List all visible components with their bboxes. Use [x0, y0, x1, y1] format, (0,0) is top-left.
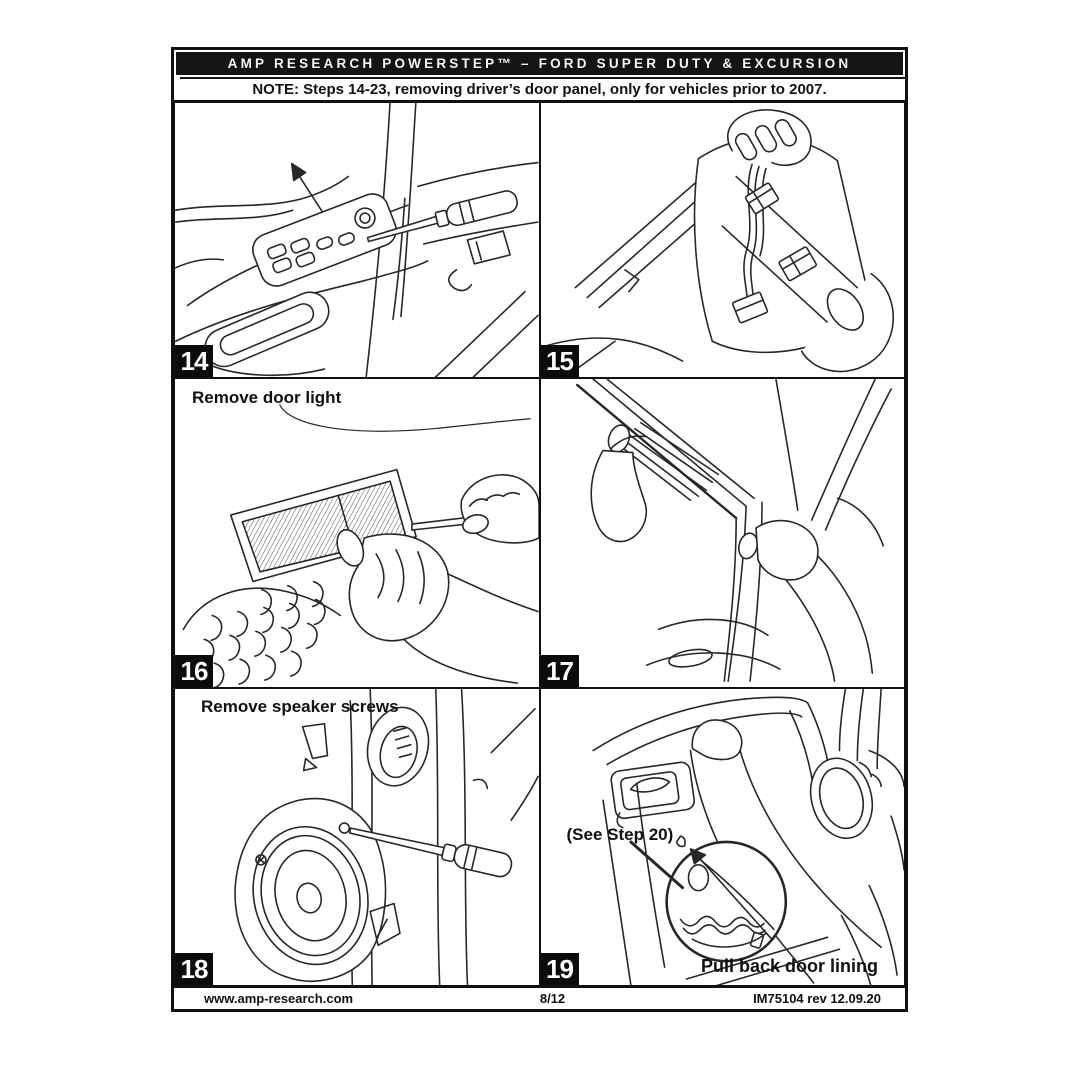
- step-17-illustration: [541, 379, 905, 687]
- step-number-badge: 17: [541, 655, 579, 687]
- holding-hand-drawing: [332, 526, 538, 683]
- caption-leader-line: [280, 405, 530, 431]
- step-number-badge: 15: [541, 345, 579, 377]
- footer-page-number: 8/12: [539, 990, 566, 1006]
- step-panel-14: [174, 102, 540, 378]
- magnifier-circle: [666, 842, 785, 961]
- arrow-up-icon: [292, 164, 327, 219]
- speaker-drawing: [235, 799, 385, 982]
- door-handle-drawing: [610, 761, 697, 828]
- door-body-drawing: [646, 619, 779, 669]
- note-text: NOTE: Steps 14-23, removing driver’s door panel, only for vehicles prior to 2007.: [252, 81, 827, 98]
- caption-remove-door-light: Remove door light: [192, 388, 342, 407]
- caption-see-step-20: (See Step 20): [566, 825, 674, 844]
- header-title: AMP RESEARCH POWERSTEP™ – FORD SUPER DUTY & EXCURSION: [227, 56, 852, 71]
- speaker-hole-drawing: [801, 751, 881, 846]
- step-number-badge: 19: [541, 953, 579, 985]
- step-number-badge: 18: [175, 953, 213, 985]
- step-number-badge: 14: [175, 345, 213, 377]
- step-15-illustration: [541, 103, 905, 377]
- note-row: [174, 79, 905, 100]
- right-hand-drawing: [736, 521, 872, 681]
- upper-hand-drawing: [461, 475, 539, 543]
- step-panel-19: [540, 688, 906, 986]
- footer-revision: IM75104 rev 12.09.20: [753, 990, 881, 1006]
- step-14-illustration: [175, 103, 539, 377]
- step-18-illustration: [175, 689, 539, 985]
- step-panel-16: [174, 378, 540, 688]
- left-hand-drawing: [591, 422, 646, 541]
- step-panel-15: [540, 102, 906, 378]
- caption-remove-speaker-screws: Remove speaker screws: [201, 697, 399, 716]
- step-panel-17: [540, 378, 906, 688]
- header-bar: [176, 52, 903, 75]
- footer-website: www.amp-research.com: [204, 990, 354, 1006]
- mirror-area-drawing: [775, 379, 890, 546]
- footer-bar: [174, 986, 905, 1008]
- see-step-leader-line: [630, 842, 682, 888]
- steps-grid: [174, 100, 905, 986]
- step-number-badge: 16: [175, 655, 213, 687]
- door-latch-drawing: [418, 163, 538, 377]
- step-16-illustration: [175, 379, 539, 687]
- pull-handle-drawing: [199, 286, 334, 372]
- step-panel-18: [174, 688, 540, 986]
- manual-page: [171, 47, 908, 1012]
- bracket-drawing: [303, 724, 328, 771]
- caption-pull-back-door-lining: Pull back door lining: [700, 956, 878, 976]
